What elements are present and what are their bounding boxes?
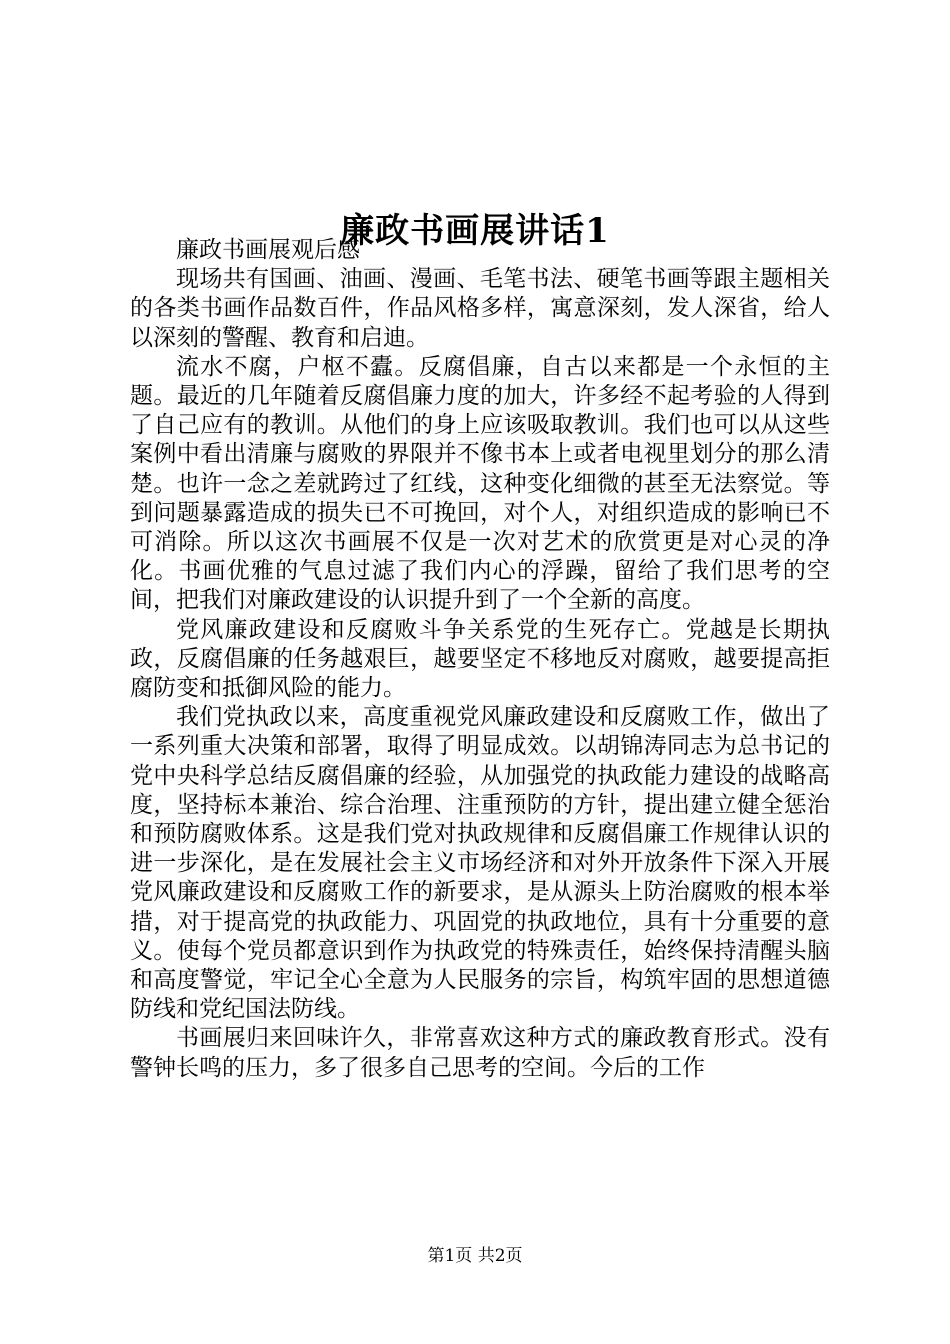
paragraph: 书画展归来回味许久，非常喜欢这种方式的廉政教育形式。没有警钟长鸣的压力，多了很多自己思考的空间。今后的工作 (130, 1025, 830, 1081)
paragraph-subtitle: 廉政书画展观后感 (176, 237, 360, 263)
document-title: 廉政书画展讲话1 (340, 210, 610, 251)
paragraph: 现场共有国画、油画、漫画、毛笔书法、硬笔书画等跟主题相关的各类书画作品数百件，作品风格多样，寓意深刻，发人深省，给人以深刻的警醒、教育和启迪。 (130, 266, 830, 351)
document-body (130, 236, 830, 1083)
paragraph: 流水不腐，户枢不蠹。反腐倡廉，自古以来都是一个永恒的主题。最近的几年随着反腐倡廉力度的加大，许多经不起考验的人得到了自己应有的教训。从他们的身上应该吸取教训。我们也可以从这些案例中看出清廉与腐败的界限并不像书本上或者电视里划分的那么清楚。也许一念之差就跨过了红线，这种变化细微的甚至无法察觉。等到问题暴露造成的损失已不可挽回，对个人，对组织造成的影响已不可消除。所以这次书画展不仅是一次对艺术的欣赏更是对心灵的净化。书画优雅的气息过滤了我们内心的浮躁，留给了我们思考的空间，把我们对廉政建设的认识提升到了一个全新的高度。 (130, 353, 830, 614)
page-indicator: 第1页 共2页 (427, 1246, 523, 1266)
paragraph: 党风廉政建设和反腐败斗争关系党的生死存亡。党越是长期执政，反腐倡廉的任务越艰巨，越要坚定不移地反对腐败，越要提高拒腐防变和抵御风险的能力。 (130, 616, 830, 702)
paragraph: 我们党执政以来，高度重视党风廉政建设和反腐败工作，做出了一系列重大决策和部署，取得了明显成效。以胡锦涛同志为总书记的党中央科学总结反腐倡廉的经验，从加强党的执政能力建设的战略高度，坚持标本兼治、综合治理、注重预防的方针，提出建立健全惩治和预防腐败体系。这是我们党对执政规律和反腐倡廉工作规律认识的进一步深化，是在发展社会主义市场经济和对外开放条件下深入开展党风廉政建设和反腐败工作的新要求，是从源头上防治腐败的根本举措，对于提高党的执政能力、巩固党的执政地位，具有十分重要的意义。使每个党员都意识到作为执政党的特殊责任，始终保持清醒头脑和高度警觉，牢记全心全意为人民服务的宗旨，构筑牢固的思想道德防线和党纪国法防线。 (130, 704, 830, 1023)
